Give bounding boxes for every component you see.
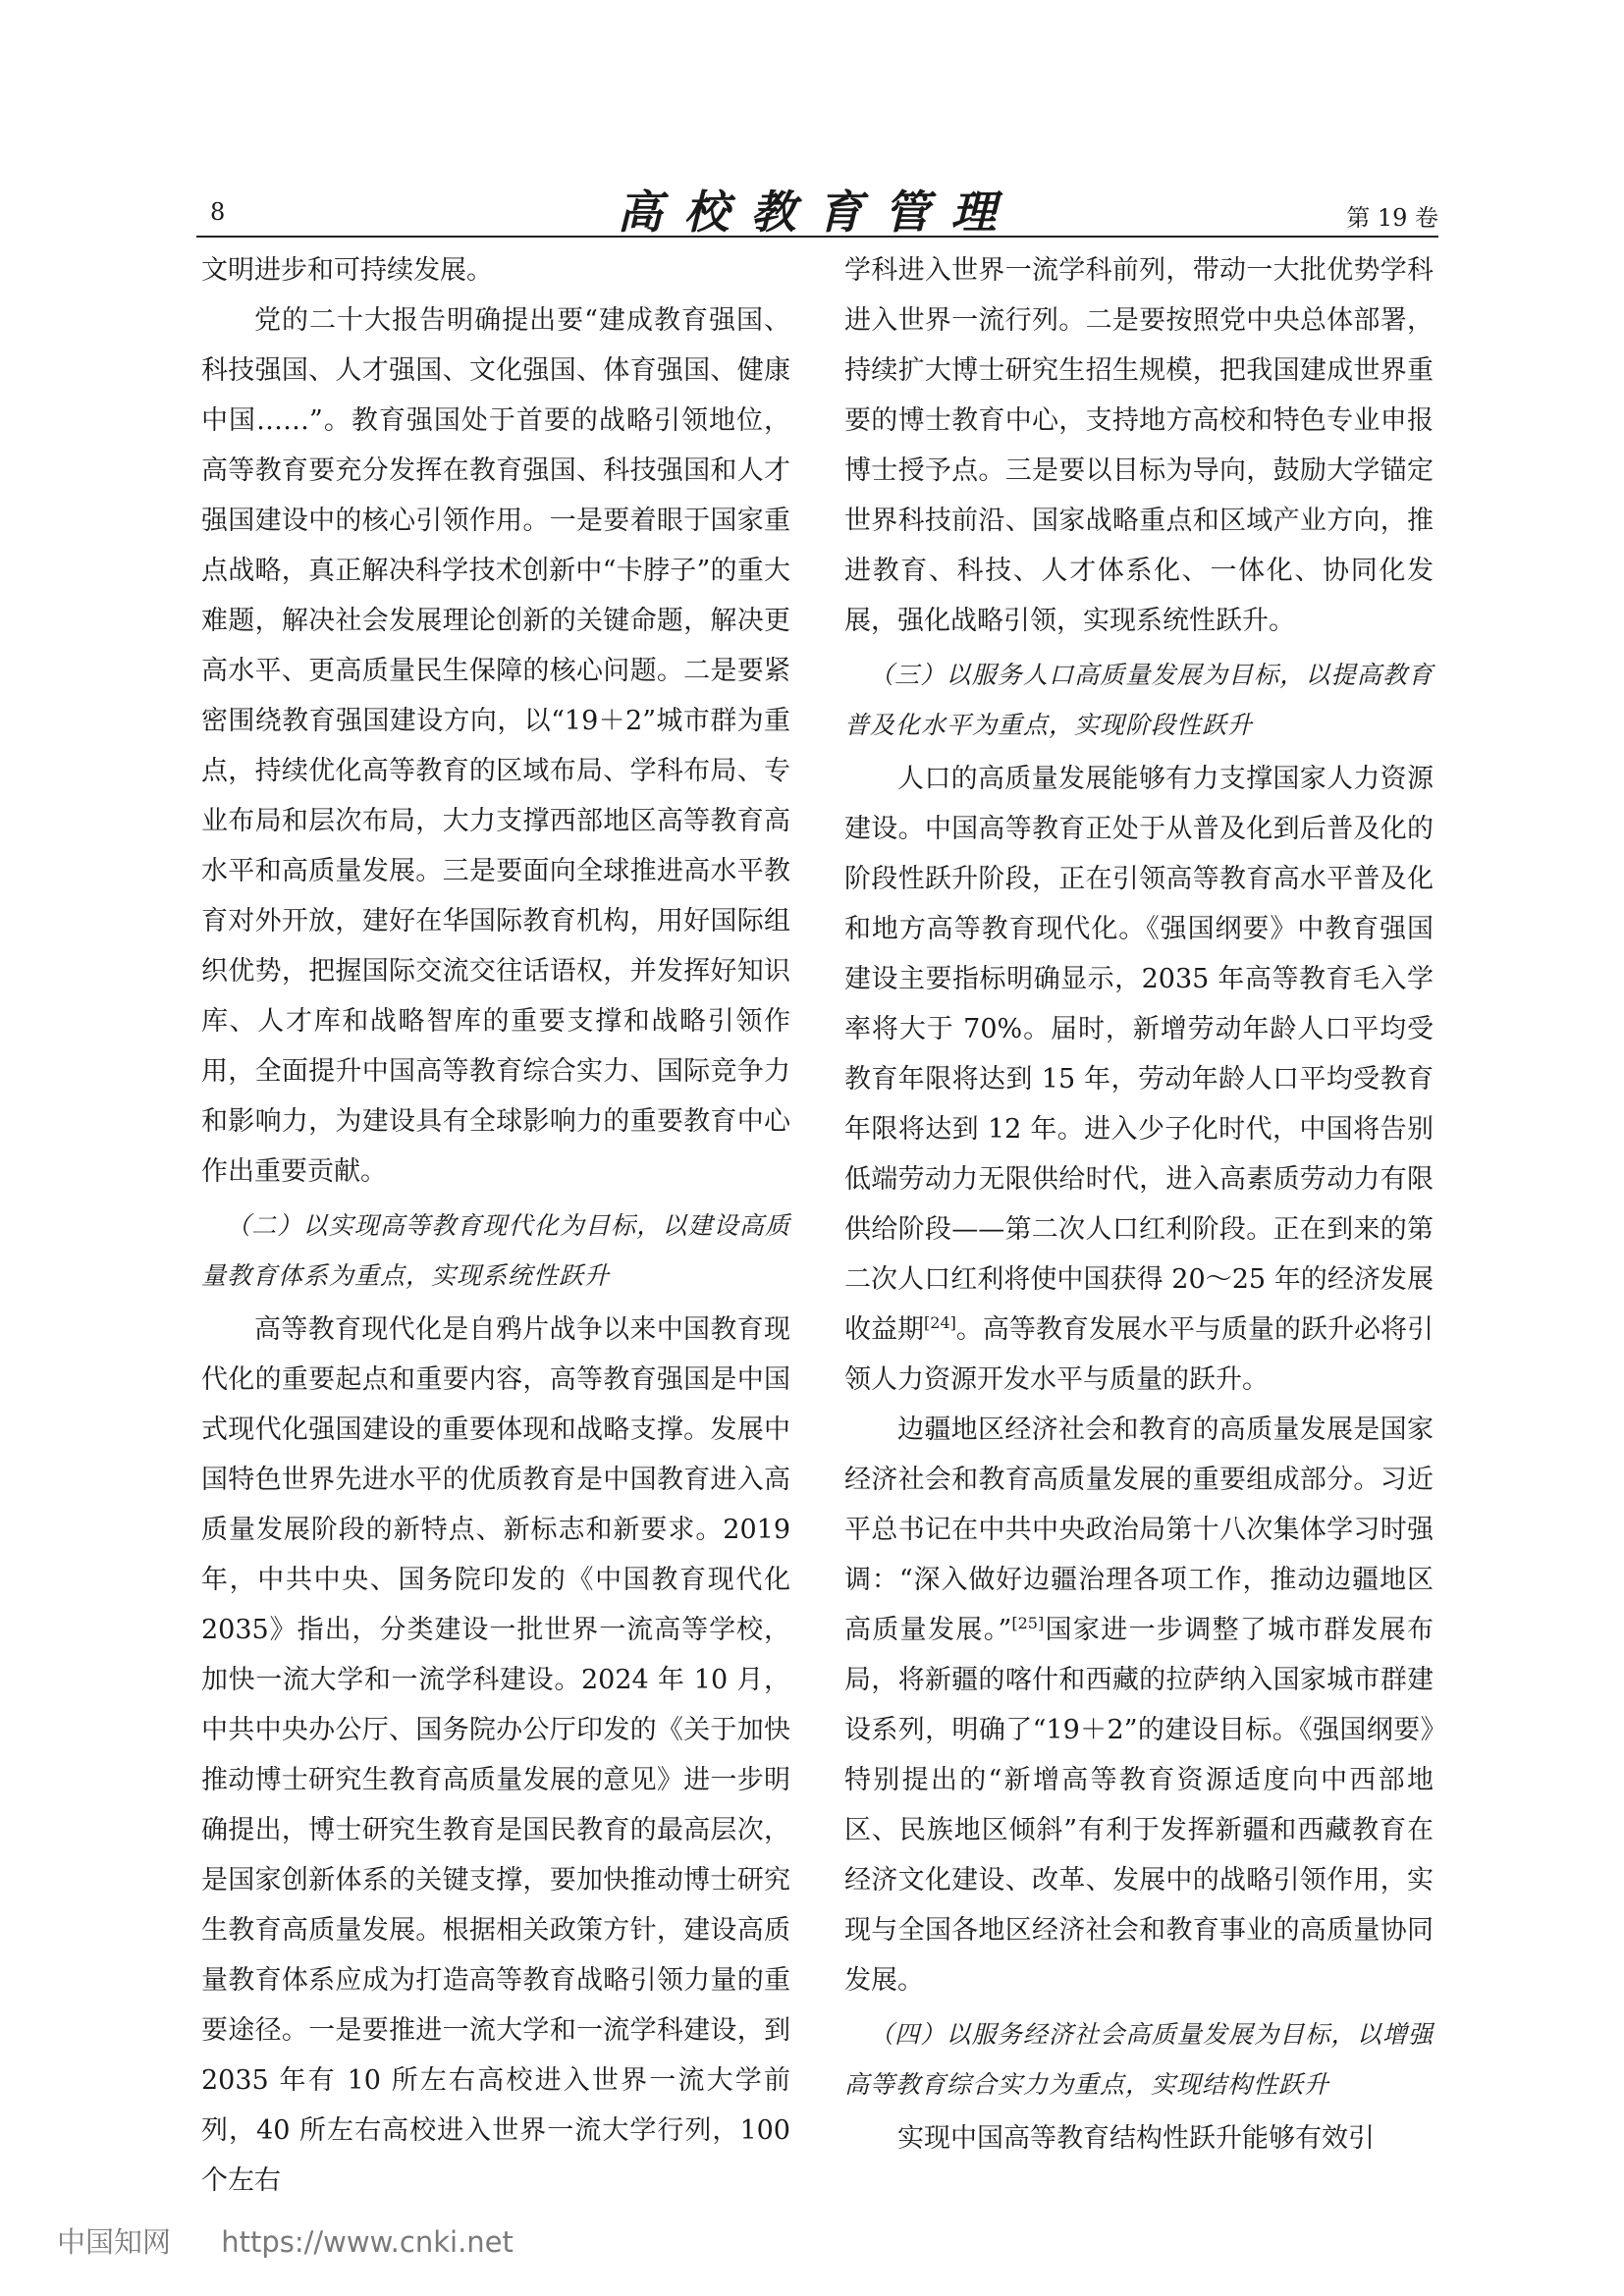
- cnki-url[interactable]: https://www.cnki.net: [221, 2225, 514, 2259]
- paragraph: [844, 1405, 1434, 2005]
- citation-ref[interactable]: [24]: [924, 1313, 956, 1332]
- journal-title: 高校教育管理: [617, 186, 1018, 239]
- paragraph: 学科进入世界一流学科前列，带动一大批优势学科进入世界一流行列。二是要按照党中央总体部署，持续扩大博士研究生招生规模，把我国建成世界重要的博士教育中心，支持地方高校和特色专业申报博士授予点。三是要以目标为导向，鼓励大学锚定世界科技前沿、国家战略重点和区域产业方向，推进教育、科技、人才体系化、一体化、协同化发展，强化战略引领，实现系统性跃升。: [844, 255, 1434, 636]
- volume-label: 第 19 卷: [1346, 204, 1438, 232]
- section-heading: （二）以实现高等教育现代化为目标，以建设高质量教育体系为重点，实现系统性跃升: [201, 1211, 790, 1290]
- page-number: 8: [210, 198, 226, 226]
- page-header: [196, 177, 1438, 239]
- paragraph: 高等教育现代化是自鸦片战争以来中国教育现代化的重要起点和重要内容，高等教育强国是中国式现代化强国建设的重要体现和战略支撑。发展中国特色世界先进水平的优质教育是中国教育进入高质量发展阶段的新特点、新标志和新要求。2019 年，中共中央、国务院印发的《中国教育现代化 2035》指出，分类建设一批世界一流高等学校，加快一流大学和一流学科建设。2024 年 10 月，中共中央办公厅、国务院办公厅印发的《关于加快推动博士研究生教育高质量发展的意见》进一步明确提出，博士研究生教育是国民教育的最高层次，是国家创新体系的关键支撑，要加快推动博士研究生教育高质量发展。根据相关政策方针，建设高质量教育体系应成为打造高等教育战略引领力量的重要途径。一是要推进一流大学和一流学科建设，到 2035 年有 10 所左右高校进入世界一流大学前列，40 所左右高校进入世界一流大学行列，100 个左右: [201, 1314, 790, 2196]
- right-column: [844, 245, 1434, 2163]
- paragraph-text: 边疆地区经济社会和教育的高质量发展是国家经济社会和教育高质量发展的重要组成部分。习近平总书记在中共中央政治局第十八次集体学习时强调：“深入做好边疆治理各项工作，推动边疆地区高质量发展。”: [844, 1415, 1434, 1645]
- paragraph-text: 人口的高质量发展能够有力支撑国家人力资源建设。中国高等教育正处于从普及化到后普及化的阶段性跃升阶段，正在引领高等教育高水平普及化和地方高等教育现代化。《强国纲要》中教育强国建设主要指标明确显示，2035 年高等教育毛入学率将大于 70%。届时，新增劳动年龄人口平均受教育年限将达到 15 年，劳动年龄人口平均受教育年限将达到 12 年。进入少子化时代，中国将告别低端劳动力无限供给时代，进入高素质劳动力有限供给阶段——第二次人口红利阶段。正在到来的第二次人口红利将使中国获得 20～25 年的经济发展收益期: [844, 764, 1434, 1345]
- cnki-brand: 中国知网: [57, 2225, 172, 2259]
- paragraph: 党的二十大报告明确提出要“建成教育强国、科技强国、人才强国、文化强国、体育强国、健康中国……”。教育强国处于首要的战略引领地位，高等教育要充分发挥在教育强国、科技强国和人才强国建设中的核心引领作用。一是要着眼于国家重点战略，真正解决科学技术创新中“卡脖子”的重大难题，解决社会发展理论创新的关键命题，解决更高水平、更高质量民生保障的核心问题。二是要紧密围绕教育强国建设方向，以“19＋2”城市群为重点，持续优化高等教育的区域布局、学科布局、专业布局和层次布局，大力支撑西部地区高等教育高水平和高质量发展。三是要面向全球推进高水平教育对外开放，建好在华国际教育机构，用好国际组织优势，把握国际交流交往话语权，并发挥好知识库、人才库和战略智库的重要支撑和战略引领作用，全面提升中国高等教育综合实力、国际竞争力和影响力，为建设具有全球影响力的重要教育中心作出重要贡献。: [201, 305, 790, 1187]
- left-column: [201, 245, 790, 2206]
- header-rule: [196, 236, 1438, 238]
- paragraph-text: 国家进一步调整了城市群发展布局，将新疆的喀什和西藏的拉萨纳入国家城市群建设系列，明确了“19＋2”的建设目标。《强国纲要》特别提出的“新增高等教育资源适度向中西部地区、民族地区倾斜”有利于发挥新疆和西藏教育在经济文化建设、改革、发展中的战略引领作用，实现与全国各地区经济社会和教育事业的高质量协同发展。: [844, 1615, 1434, 1996]
- paragraph-text: 。高等教育发展水平与质量的跃升必将引领人力资源开发水平与质量的跃升。: [844, 1314, 1435, 1395]
- paragraph: 文明进步和可持续发展。: [201, 255, 493, 286]
- paragraph: [844, 754, 1434, 1405]
- paragraph: 实现中国高等教育结构性跃升能够有效引: [897, 2123, 1375, 2154]
- citation-ref[interactable]: [25]: [1011, 1614, 1045, 1632]
- watermark-footer: [57, 2220, 514, 2261]
- section-heading: （四）以服务经济社会高质量发展为目标，以增强高等教育综合实力为重点，实现结构性跃升: [844, 2020, 1434, 2099]
- section-heading: （三）以服务人口高质量发展为目标，以提高教育普及化水平为重点，实现阶段性跃升: [844, 661, 1434, 739]
